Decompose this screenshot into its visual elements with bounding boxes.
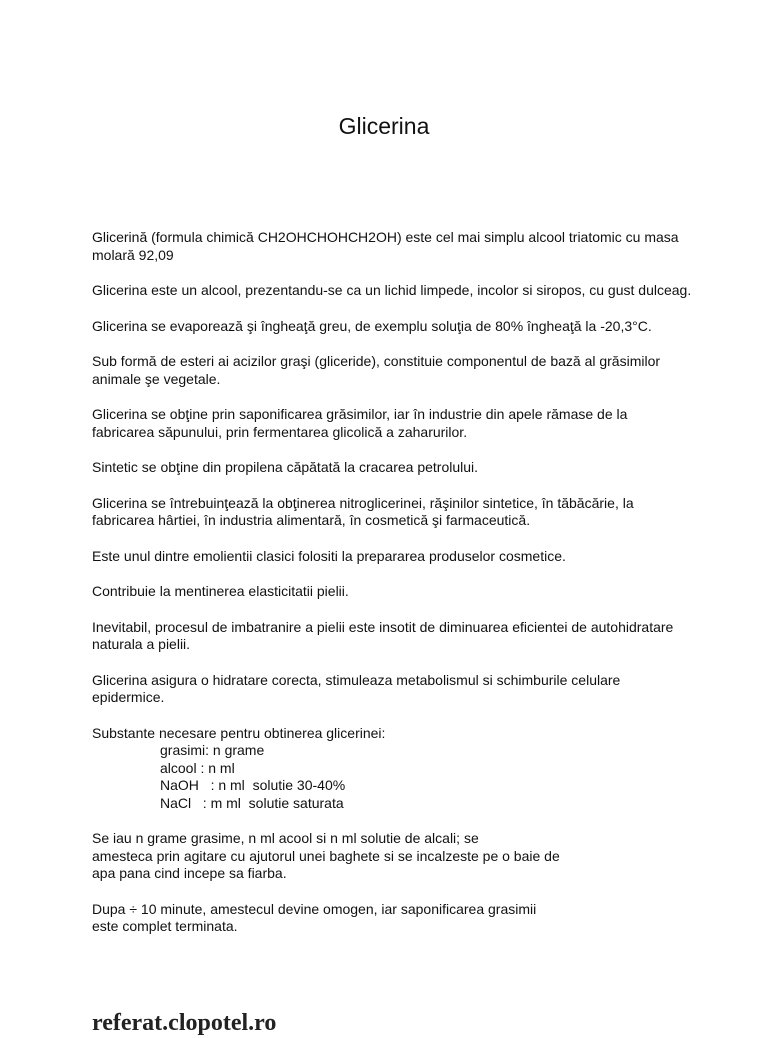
paragraph: Glicerina se obţine prin saponificarea grăsimilor, iar în industrie din apele rămase de la fabricarea săpunului, prin fermentarea glicolică a zaharurilor. <box>92 406 628 440</box>
procedure-paragraph <box>92 830 692 883</box>
paragraph: Este unul dintre emolientii clasici folositi la prepararea produselor cosmetice. <box>92 547 566 564</box>
list-item: grasimi: n grame <box>160 742 265 758</box>
list-item: NaCl : m ml solutie saturata <box>160 794 344 811</box>
paragraph: Sintetic se obţine din propilena căpătată la cracarea petrolului. <box>92 459 479 475</box>
substances-heading: Substante necesare pentru obtinerea glicerinei: <box>92 724 386 741</box>
text-line: Se iau n grame grasime, n ml acool si n ml solutie de alcali; se <box>92 830 479 846</box>
paragraph: Glicerina se evaporează şi îngheaţă greu, de exemplu soluţia de 80% îngheaţă la -20,3°C. <box>92 317 652 334</box>
text-line: apa pana cind incepe sa fiarba. <box>92 865 287 881</box>
substances-section <box>92 725 692 813</box>
text-line: amesteca prin agitare cu ajutorul unei baghete si se incalzeste pe o baie de <box>92 847 560 864</box>
page-title: Glicerina <box>338 113 430 139</box>
procedure-paragraph <box>92 901 692 936</box>
paragraph: Inevitabil, procesul de imbatranire a pielii este insotit de diminuarea eficientei de autohidratare naturala a pielii. <box>92 618 674 652</box>
substances-list <box>92 742 692 812</box>
text-line: este complet terminata. <box>92 918 238 934</box>
paragraph: Glicerina asigura o hidratare corecta, stimuleaza metabolismul si schimburile celulare epidermice. <box>92 671 621 705</box>
list-item: NaOH : n ml solutie 30-40% <box>160 777 346 793</box>
paragraph: Glicerina este un alcool, prezentandu-se ca un lichid limpede, incolor si siropos, cu gust dulceag. <box>92 282 692 298</box>
document-body <box>92 229 692 954</box>
paragraph: Sub formă de esteri ai acizilor graşi (gliceride), constituie componentul de bază al grăsimilor animale şe vegetale. <box>92 353 661 387</box>
list-item: alcool : n ml <box>160 759 235 776</box>
paragraph: Glicerină (formula chimică CH2OHCHOHCH2OH) este cel mai simplu alcool triatomic cu masa molară 92,09 <box>92 229 679 263</box>
paragraph: Contribuie la mentinerea elasticitatii pielii. <box>92 583 349 599</box>
site-watermark: referat.clopotel.ro <box>92 1010 277 1036</box>
paragraph: Glicerina se întrebuinţează la obţinerea nitroglicerinei, răşinilor sintetice, în tăbăcărie, la fabricarea hârtiei, în industria alimentară, în cosmetică şi farmaceutică. <box>92 494 634 528</box>
text-line: Dupa ÷ 10 minute, amestecul devine omogen, iar saponificarea grasimii <box>92 900 537 917</box>
